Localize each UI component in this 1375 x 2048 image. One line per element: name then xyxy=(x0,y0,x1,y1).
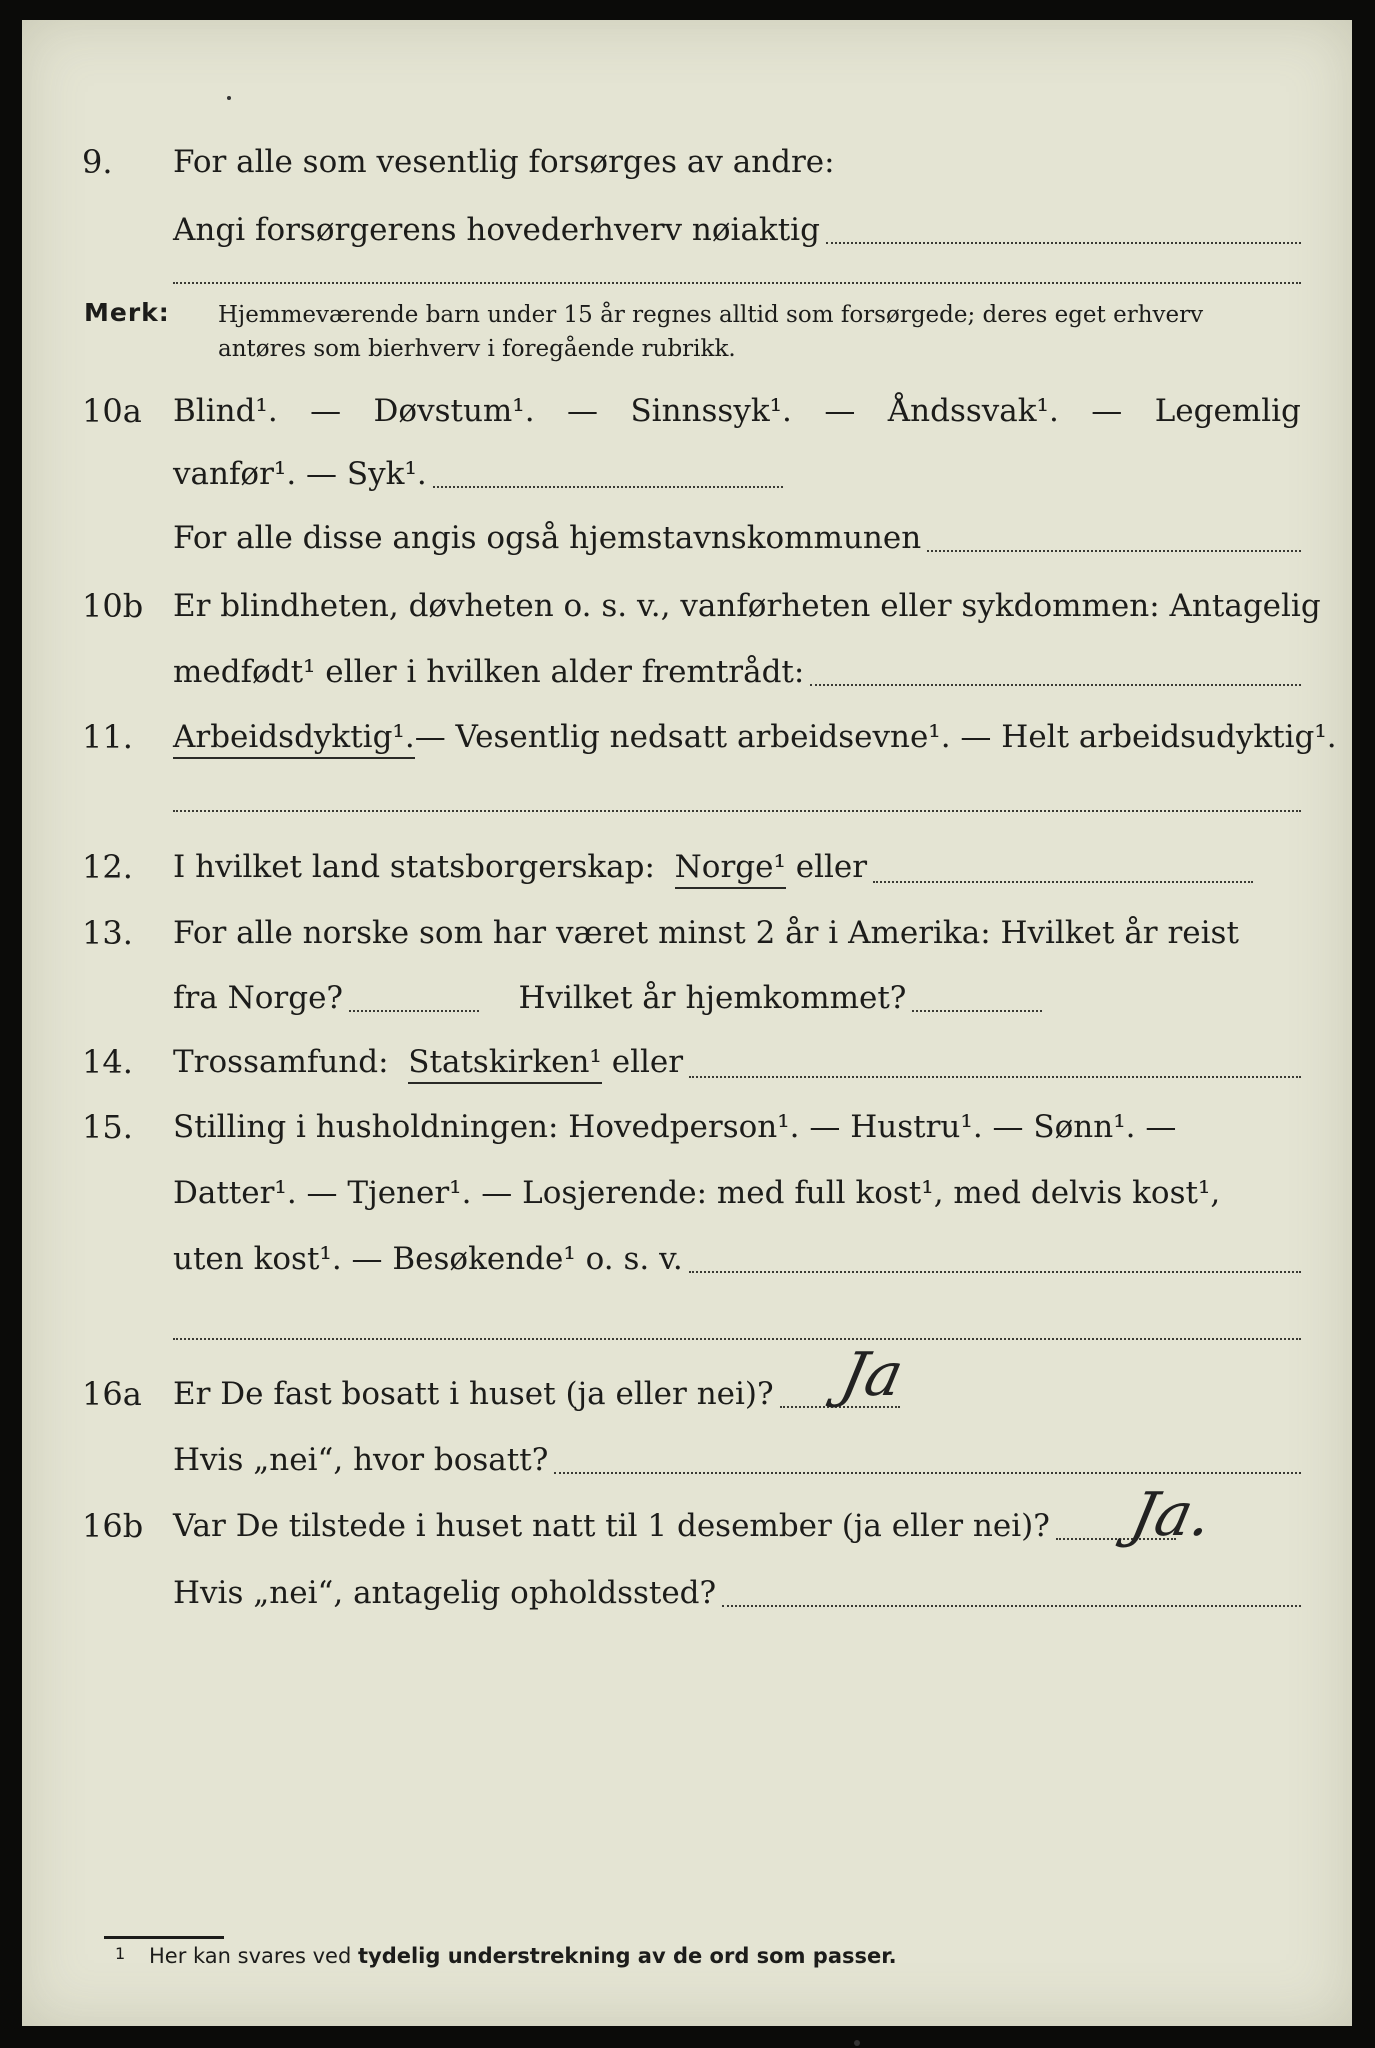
footnote xyxy=(115,1944,897,1968)
q10a-line1 xyxy=(173,391,1301,431)
footnote-rule xyxy=(104,1936,224,1939)
q10b-text2: medfødt¹ eller i hvilken alder fremtrådt: xyxy=(173,654,805,690)
q10a-text2: vanfør¹. — Syk¹. xyxy=(173,456,427,492)
option-arbeidsdyktig-underlined: Arbeidsdyktig¹. xyxy=(173,717,415,759)
question-number-9: 9. xyxy=(82,143,113,181)
q12-prefix: I hvilket land statsborgerskap: xyxy=(173,849,655,885)
answer-field-10b[interactable] xyxy=(810,684,1301,686)
census-form-page xyxy=(22,20,1352,2026)
q16a-text1: Er De fast bosatt i huset (ja eller nei)? xyxy=(173,1376,774,1412)
handwritten-answer-16a: Ja xyxy=(834,1340,910,1410)
answer-rule-q11[interactable] xyxy=(173,810,1301,812)
q15-line1: Stilling i husholdningen: Hovedperson¹. — Hustru¹. — Sønn¹. — xyxy=(173,1109,1177,1145)
dash: — xyxy=(310,393,342,429)
q10a-line3 xyxy=(173,518,1301,558)
option-dovstum: Døvstum¹. xyxy=(373,393,535,429)
q13-line2 xyxy=(173,978,1042,1018)
q13-text2b: Hvilket år hjemkommet? xyxy=(518,980,907,1016)
option-andssvak: Åndssvak¹. xyxy=(887,393,1059,429)
note-line1: Hjemmeværende barn under 15 år regnes alltid som forsørgede; deres eget erhverv xyxy=(218,302,1204,328)
answer-field-hjemkommet[interactable] xyxy=(912,1010,1042,1012)
q12-suffix: eller xyxy=(795,849,868,885)
question-number-12: 12. xyxy=(82,848,133,886)
question-number-16b: 16b xyxy=(82,1507,144,1545)
handwritten-answer-16b: Ja. xyxy=(1124,1480,1219,1550)
q16a-text2: Hvis „nei“, hvor bosatt? xyxy=(173,1442,549,1478)
q16b-line2 xyxy=(173,1573,1301,1613)
page-speck xyxy=(854,2040,860,2046)
answer-field-syk[interactable] xyxy=(433,486,783,488)
footnote-plain: Her kan svares ved xyxy=(149,1944,352,1968)
q15-line3 xyxy=(173,1239,1301,1279)
answer-field-q15[interactable] xyxy=(689,1271,1301,1273)
q10a-line2 xyxy=(173,454,783,494)
q14-suffix: eller xyxy=(611,1044,684,1080)
q13-line1: For alle norske som har været minst 2 år i Amerika: Hvilket år reist xyxy=(173,915,1239,951)
q9-text: For alle som vesentlig forsørges av andre: xyxy=(173,144,835,180)
q15-text3: uten kost¹. — Besøkende¹ o. s. v. xyxy=(173,1241,683,1277)
q15-line2: Datter¹. — Tjener¹. — Losjerende: med full kost¹, med delvis kost¹, xyxy=(173,1175,1221,1211)
answer-field-reist[interactable] xyxy=(349,1010,479,1012)
answer-field-hjemstavn[interactable] xyxy=(927,550,1301,552)
question-number-14: 14. xyxy=(82,1043,133,1081)
answer-field-16b-opholdssted[interactable] xyxy=(722,1605,1301,1607)
option-norge-underlined: Norge¹ xyxy=(675,847,786,889)
question-number-13: 13. xyxy=(82,914,133,952)
q9-text2: Angi forsørgerens hovederhverv nøiaktig xyxy=(173,212,820,248)
option-legemlig: Legemlig xyxy=(1154,393,1301,429)
footnote-bold: tydelig understrekning av de ord som passer. xyxy=(357,1944,897,1968)
q11-line1 xyxy=(173,717,1337,759)
dash: — xyxy=(567,393,599,429)
question-number-11: 11. xyxy=(82,718,133,756)
answer-field-q9[interactable] xyxy=(826,242,1301,244)
option-blind: Blind¹. xyxy=(173,393,278,429)
dash: — xyxy=(824,393,856,429)
answer-field-q14[interactable] xyxy=(689,1076,1301,1078)
q16a-line2 xyxy=(173,1440,1301,1480)
dash: — xyxy=(1091,393,1123,429)
note-label: Merk: xyxy=(84,298,170,327)
answer-field-q12[interactable] xyxy=(873,881,1253,883)
q10b-line2 xyxy=(173,652,1301,692)
q10b-line1: Er blindheten, døvheten o. s. v., vanførheten eller sykdommen: Antagelig xyxy=(173,588,1321,624)
option-statskirken-underlined: Statskirken¹ xyxy=(408,1042,602,1084)
question-number-16a: 16a xyxy=(82,1375,142,1413)
q10a-text3: For alle disse angis også hjemstavnskommunen xyxy=(173,520,922,556)
q16b-text1: Var De tilstede i huset natt til 1 desember (ja eller nei)? xyxy=(173,1508,1050,1544)
q16b-line1 xyxy=(173,1506,1176,1546)
q9-line2 xyxy=(173,210,1301,250)
note-line2: antøres som bierhverv i foregående rubrikk. xyxy=(218,336,736,362)
answer-rule-q9[interactable] xyxy=(173,282,1301,284)
page-speck xyxy=(227,96,231,100)
q9-line1 xyxy=(173,142,1301,182)
q12-line xyxy=(173,847,1253,889)
q11-rest: — Vesentlig nedsatt arbeidsevne¹. — Helt arbeidsudyktig¹. xyxy=(414,719,1337,755)
q14-line xyxy=(173,1042,1301,1084)
option-sinnssyk: Sinnssyk¹. xyxy=(630,393,792,429)
q16b-text2: Hvis „nei“, antagelig opholdssted? xyxy=(173,1575,717,1611)
footnote-mark: 1 xyxy=(115,1944,126,1963)
question-number-10a: 10a xyxy=(82,392,142,430)
q14-prefix: Trossamfund: xyxy=(173,1044,389,1080)
question-number-15: 15. xyxy=(82,1108,133,1146)
q13-text2a: fra Norge? xyxy=(173,980,344,1016)
question-number-10b: 10b xyxy=(82,587,144,625)
answer-rule-q15[interactable] xyxy=(173,1338,1301,1340)
q16a-line1 xyxy=(173,1374,900,1414)
answer-field-16a-bosatt[interactable] xyxy=(554,1472,1301,1474)
